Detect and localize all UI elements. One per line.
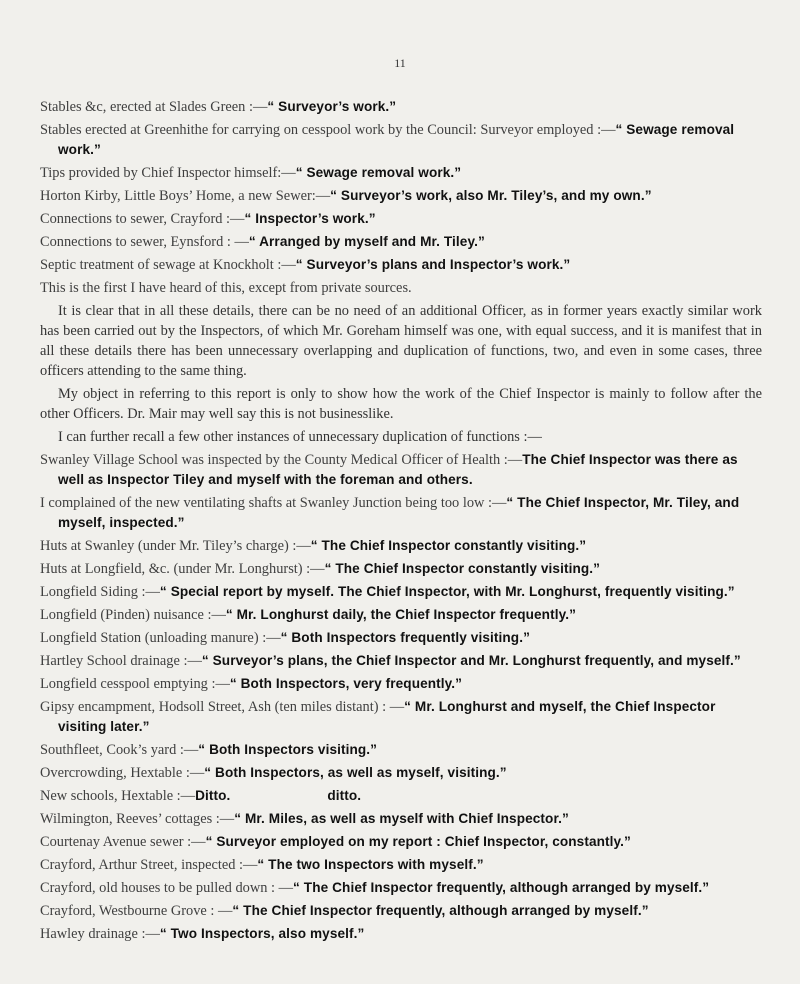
- entry-quote: “ Inspector’s work.”: [244, 211, 376, 226]
- entry-lead: Tips provided by Chief Inspector himself:—: [40, 165, 296, 181]
- entry-lead: Longfield Station (unloading manure) :—: [40, 630, 281, 646]
- entry-quote: “ Surveyor’s work.”: [267, 99, 397, 114]
- entry-lead: Huts at Swanley (under Mr. Tiley’s charge) :—: [40, 538, 311, 554]
- document-body: [40, 97, 762, 947]
- duplication-instances-list: [40, 450, 762, 944]
- work-entry: [40, 209, 762, 229]
- duplication-entry: [40, 924, 762, 944]
- duplication-entry: [40, 809, 762, 829]
- entry-lead: Connections to sewer, Crayford :—: [40, 211, 245, 227]
- entry-quote: “ The two Inspectors with myself.”: [257, 857, 484, 872]
- entry-lead: This is the first I have heard of this, except from private sources.: [40, 280, 412, 296]
- work-attribution-list: [40, 97, 762, 298]
- duplication-entry: [40, 763, 762, 783]
- duplication-entry: [40, 582, 762, 602]
- entry-lead: Crayford, old houses to be pulled down : —: [40, 880, 294, 896]
- entry-lead: I complained of the new ventilating shafts at Swanley Junction being too low :—: [40, 495, 507, 511]
- paragraph: I can further recall a few other instances of unnecessary duplication of functions :—: [58, 429, 542, 445]
- entry-lead: Longfield cesspool emptying :—: [40, 676, 230, 692]
- entry-quote: “ The Chief Inspector frequently, although arranged by myself.”: [293, 880, 710, 895]
- work-entry: [40, 97, 762, 117]
- entry-lead: Stables erected at Greenhithe for carrying on cesspool work by the Council: Surveyor employed :—: [40, 122, 616, 138]
- entry-lead: Wilmington, Reeves’ cottages :—: [40, 811, 235, 827]
- duplication-entry: [40, 493, 762, 533]
- entry-lead: Connections to sewer, Eynsford : —: [40, 234, 249, 250]
- entry-quote: “ Mr. Miles, as well as myself with Chief Inspector.”: [234, 811, 569, 826]
- duplication-entry: [40, 901, 762, 921]
- entry-lead: Longfield Siding :—: [40, 584, 160, 600]
- entry-lead: Stables &c, erected at Slades Green :—: [40, 99, 268, 115]
- duplication-entry: [40, 674, 762, 694]
- entry-lead: Overcrowding, Hextable :—: [40, 765, 205, 781]
- duplication-entry: [40, 450, 762, 490]
- entry-lead: Longfield (Pinden) nuisance :—: [40, 607, 226, 623]
- work-entry: [40, 120, 762, 160]
- duplication-entry: [40, 697, 762, 737]
- entry-quote: “ Surveyor’s plans and Inspector’s work.”: [295, 257, 571, 272]
- commentary-paragraphs: [40, 301, 762, 447]
- entry-quote: “ Two Inspectors, also myself.”: [159, 926, 365, 941]
- entry-quote: Ditto. ditto.: [195, 788, 362, 803]
- entry-quote: “ Surveyor’s work, also Mr. Tiley’s, and my own.”: [330, 188, 652, 203]
- page-number: 11: [394, 56, 406, 70]
- entry-quote: “ Arranged by myself and Mr. Tiley.”: [248, 234, 485, 249]
- work-entry: [40, 163, 762, 183]
- work-entry: [40, 255, 762, 275]
- entry-lead: Huts at Longfield, &c. (under Mr. Longhurst) :—: [40, 561, 325, 577]
- entry-quote: “ Sewage removal work.”: [295, 165, 462, 180]
- entry-lead: Horton Kirby, Little Boys’ Home, a new Sewer:—: [40, 188, 331, 204]
- entry-lead: Hawley drainage :—: [40, 926, 160, 942]
- duplication-entry: [40, 536, 762, 556]
- duplication-entry: [40, 740, 762, 760]
- entry-lead: Swanley Village School was inspected by the County Medical Officer of Health :—: [40, 452, 523, 468]
- entry-lead: Crayford, Arthur Street, inspected :—: [40, 857, 258, 873]
- entry-quote: “ Mr. Longhurst and myself, the Chief Inspector visiting later.”: [58, 699, 716, 734]
- entry-lead: Crayford, Westbourne Grove : —: [40, 903, 233, 919]
- duplication-entry: [40, 628, 762, 648]
- paragraph: It is clear that in all these details, there can be no need of an additional Officer, as in former years exactly similar work has been carried out by the Inspectors, of which Mr. Goreham himself was one, with equal success, and it is manifest that in all these details there has been unnecessary overlapping and duplication of functions, two, and even in some cases, three officers attending to the same thing.: [40, 303, 762, 379]
- duplication-entry: [40, 786, 762, 806]
- entry-lead: Septic treatment of sewage at Knockholt :—: [40, 257, 296, 273]
- entry-quote: “ Surveyor employed on my report : Chief Inspector, constantly.”: [205, 834, 631, 849]
- paragraph: My object in referring to this report is only to show how the work of the Chief Inspector is mainly to follow after the other Officers. Dr. Mair may well say this is not businesslike.: [40, 386, 762, 422]
- entry-quote: “ Both Inspectors visiting.”: [198, 742, 378, 757]
- entry-quote: “ Sewage removal work.”: [58, 122, 735, 157]
- entry-lead: New schools, Hextable :—: [40, 788, 196, 804]
- entry-lead: Courtenay Avenue sewer :—: [40, 834, 206, 850]
- entry-quote: “ Both Inspectors frequently visiting.”: [280, 630, 530, 645]
- work-entry: [40, 278, 762, 298]
- duplication-entry: [40, 832, 762, 852]
- entry-quote: “ The Chief Inspector frequently, although arranged by myself.”: [232, 903, 649, 918]
- entry-quote: “ The Chief Inspector, Mr. Tiley, and myself, inspected.”: [58, 495, 740, 530]
- entry-quote: “ Special report by myself. The Chief Inspector, with Mr. Longhurst, frequently visiting.”: [159, 584, 735, 599]
- duplication-entry: [40, 651, 762, 671]
- entry-quote: “ Surveyor’s plans, the Chief Inspector and Mr. Longhurst frequently, and myself.”: [201, 653, 741, 668]
- duplication-entry: [40, 878, 762, 898]
- entry-quote: “ Both Inspectors, as well as myself, visiting.”: [204, 765, 507, 780]
- entry-quote: “ Mr. Longhurst daily, the Chief Inspector frequently.”: [225, 607, 576, 622]
- entry-lead: Southfleet, Cook’s yard :—: [40, 742, 199, 758]
- entry-lead: Gipsy encampment, Hodsoll Street, Ash (ten miles distant) : —: [40, 699, 405, 715]
- duplication-entry: [40, 855, 762, 875]
- duplication-entry: [40, 605, 762, 625]
- entry-lead: Hartley School drainage :—: [40, 653, 202, 669]
- entry-quote: The Chief Inspector was there as well as Inspector Tiley and myself with the foreman and others.: [58, 452, 738, 487]
- work-entry: [40, 186, 762, 206]
- entry-quote: “ The Chief Inspector constantly visiting.”: [324, 561, 601, 576]
- entry-quote: “ The Chief Inspector constantly visiting.”: [310, 538, 587, 553]
- work-entry: [40, 232, 762, 252]
- duplication-entry: [40, 559, 762, 579]
- entry-quote: “ Both Inspectors, very frequently.”: [229, 676, 463, 691]
